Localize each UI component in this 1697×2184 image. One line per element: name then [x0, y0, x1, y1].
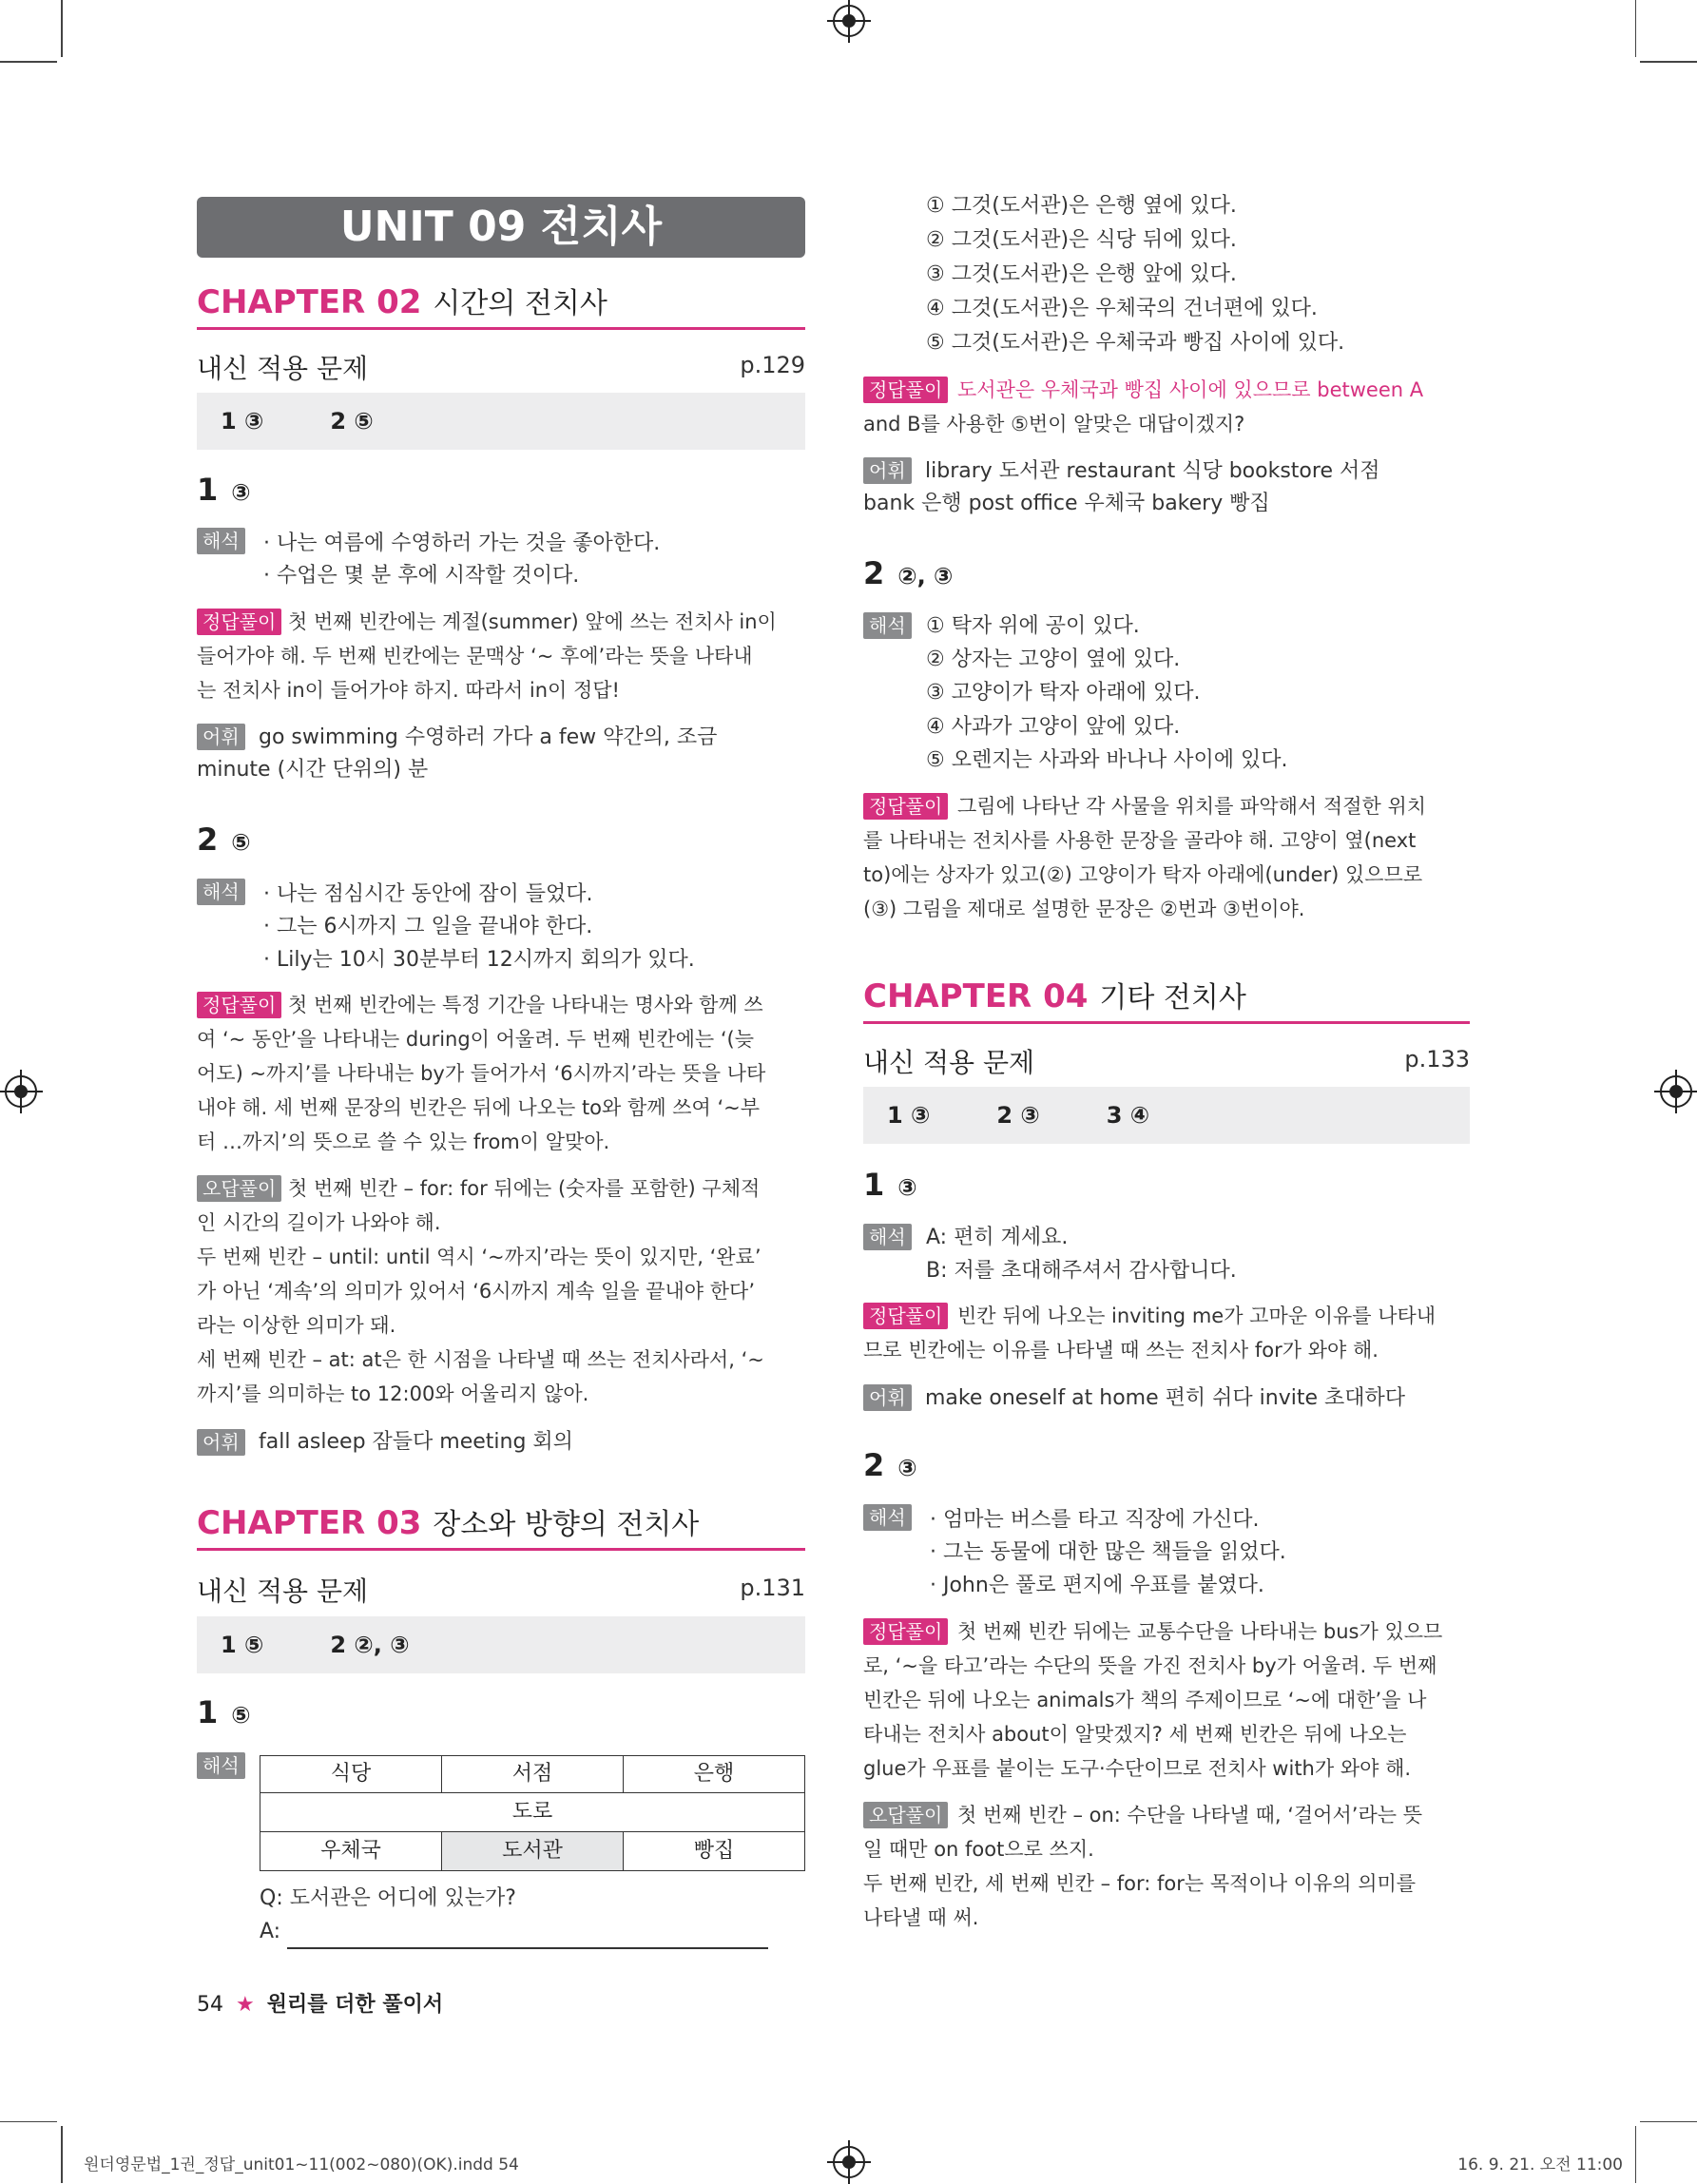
tag-label: 정답풀이	[863, 1303, 948, 1329]
tag-label: 어휘	[863, 1384, 912, 1411]
question-num-text: 1	[197, 1694, 219, 1730]
tag-label: 정답풀이	[863, 1618, 948, 1645]
star-icon: ★	[236, 1993, 255, 2017]
explanation-line: to)에는 상자가 있고(②) 고양이가 탁자 아래에(under) 있으므로	[863, 863, 1423, 886]
slug-date: 16. 9. 21. 오전 11:00	[1457, 2155, 1623, 2174]
question-answer: ②, ③	[897, 563, 954, 589]
haeseok-tag	[863, 1504, 912, 1531]
question-num-text: 2	[197, 821, 219, 858]
tag-label: 오답풀이	[197, 1175, 281, 1202]
explanation-line: 타내는 전치사 about이 알맞겠지? 세 번째 빈칸은 뒤에 나오는	[863, 1723, 1407, 1746]
crop-mark	[0, 61, 57, 63]
odap-tag	[863, 1802, 948, 1828]
question-num-text: 2	[863, 1447, 885, 1483]
explanation-line: 므로 빈칸에는 이유를 나타낼 때 쓰는 전치사 for가 와야 해.	[863, 1339, 1379, 1362]
translation-line: ① 탁자 위에 공이 있다.	[926, 614, 1140, 638]
section-title: 내신 적용 문제	[197, 1575, 369, 1607]
wrong-answer-line: 라는 이상한 의미가 돼.	[197, 1314, 396, 1337]
tag-label: 어휘	[197, 724, 245, 750]
translation-line: ④ 사과가 고양이 앞에 있다.	[926, 715, 1181, 739]
wrong-answer-line: 세 번째 빈칸 – at: at은 한 시점을 나타낼 때 쓰는 전치사라서, ‘~	[197, 1348, 764, 1371]
tag-label: 정답풀이	[197, 992, 281, 1018]
question-answer: ⑤	[231, 1702, 251, 1729]
wrong-answer-line: 두 번째 빈칸 – until: until 역시 ‘~까지’라는 뜻이 있지만, ‘완료’	[197, 1246, 762, 1268]
question-answer: ⑤	[231, 829, 251, 856]
map-table	[260, 1755, 805, 1871]
translation-line: · 그는 동물에 대한 많은 책들을 읽었다.	[930, 1540, 1286, 1564]
odap-tag	[197, 1175, 281, 1202]
explanation-line: 첫 번째 빈칸 뒤에는 교통수단을 나타내는 bus가 있으므	[957, 1620, 1443, 1643]
tag-label: 해석	[863, 1224, 912, 1250]
jeongdap-tag	[863, 1618, 948, 1645]
wrong-answer-line: 두 번째 빈칸, 세 번째 빈칸 – for: for는 목적이나 이유의 의미를	[863, 1872, 1417, 1895]
wrong-answer-line: 나타낼 때 써.	[863, 1906, 979, 1929]
answer-label: A:	[260, 1920, 281, 1943]
chapter-title: 시간의 전치사	[433, 287, 607, 320]
explanation-line: 로, ‘~을 타고’라는 수단의 뜻을 가진 전치사 by가 어울려. 두 번째	[863, 1654, 1437, 1677]
translation-line: ⑤ 오렌지는 사과와 바나나 사이에 있다.	[926, 748, 1288, 772]
explanation-line: 들어가야 해. 두 번째 빈칸에는 문맥상 ‘~ 후에’라는 뜻을 나타내	[197, 645, 753, 667]
map-cell: 서점	[442, 1756, 624, 1793]
map-cell: 우체국	[260, 1832, 442, 1870]
chapter-title: 장소와 방향의 전치사	[433, 1508, 700, 1541]
question-number	[863, 1447, 917, 1483]
haeseok-tag	[197, 879, 245, 905]
page-reference: p.131	[740, 1575, 805, 1601]
explanation-line: 어도) ~까지’를 나타내는 by가 들어가서 ‘6시까지’라는 뜻을 나타	[197, 1062, 766, 1085]
jeongdap-tag	[197, 609, 281, 635]
crop-mark	[1640, 61, 1697, 63]
vocab-line: go swimming 수영하러 가다 a few 약간의, 조금	[259, 725, 718, 749]
option-line: ⑤ 그것(도서관)은 우체국과 빵집 사이에 있다.	[926, 331, 1345, 355]
translation-line: · Lily는 10시 30분부터 12시까지 회의가 있다.	[263, 948, 695, 972]
haeseok-tag	[197, 528, 245, 554]
answer-summary	[197, 1616, 805, 1673]
section-heading	[197, 1571, 805, 1609]
explanation-line: 여 ‘~ 동안’을 나타내는 during이 어울려. 두 번째 빈칸에는 ‘(늦	[197, 1028, 755, 1051]
chapter-number: CHAPTER 02	[197, 283, 422, 321]
haeseok-tag	[863, 1224, 912, 1250]
translation-line: · 나는 점심시간 동안에 잠이 들었다.	[263, 882, 593, 906]
option-line: ③ 그것(도서관)은 은행 앞에 있다.	[926, 262, 1237, 286]
registration-mark-icon	[833, 2146, 865, 2178]
wrong-answer-line: 까지’를 의미하는 to 12:00와 어울리지 않아.	[197, 1382, 589, 1405]
question-number	[197, 821, 251, 858]
crop-mark	[1635, 2126, 1637, 2183]
tag-label: 해석	[863, 1504, 912, 1531]
wrong-answer-line: 인 시간의 길이가 나와야 해.	[197, 1211, 441, 1234]
question-number	[863, 555, 953, 591]
slug-filename: 원더영문법_1권_정답_unit01~11(002~080)(OK).indd 54	[84, 2155, 519, 2174]
section-title: 내신 적용 문제	[197, 353, 369, 384]
explanation-line: 빈칸은 뒤에 나오는 animals가 책의 주제이므로 ‘~에 대한’을 나	[863, 1689, 1427, 1711]
option-line: ① 그것(도서관)은 은행 옆에 있다.	[926, 194, 1237, 218]
question-number	[197, 472, 251, 508]
answer-item: 2 ③	[996, 1102, 1040, 1129]
wrong-answer-line: 첫 번째 빈칸 – for: for 뒤에는 (숫자를 포함한) 구체적	[288, 1177, 761, 1200]
book-title: 원리를 더한 풀이서	[266, 1993, 444, 2017]
explanation-line: 첫 번째 빈칸에는 특정 기간을 나타내는 명사와 함께 쓰	[288, 994, 763, 1016]
explanation-line: 첫 번째 빈칸에는 계절(summer) 앞에 쓰는 전치사 in이	[288, 610, 777, 633]
translation-line: A: 편히 계세요.	[926, 1226, 1069, 1249]
translation-line: B: 저를 초대해주셔서 감사합니다.	[926, 1259, 1237, 1283]
question-number	[863, 1167, 917, 1203]
jeongdap-tag	[197, 992, 281, 1018]
page-footer	[197, 1988, 443, 2018]
tag-label: 정답풀이	[863, 793, 948, 820]
tag-label: 어휘	[863, 457, 912, 484]
eohwi-tag	[197, 724, 245, 750]
vocab-line: minute (시간 단위의) 분	[197, 758, 429, 782]
translation-line: ② 상자는 고양이 옆에 있다.	[926, 647, 1181, 671]
explanation-line: 는 전치사 in이 들어가야 하지. 따라서 in이 정답!	[197, 679, 620, 702]
section-title: 내신 적용 문제	[863, 1047, 1035, 1078]
eohwi-tag	[197, 1429, 245, 1456]
crop-mark	[1635, 0, 1637, 57]
vocab-line: make oneself at home 편히 쉬다 invite 초대하다	[925, 1386, 1405, 1410]
crop-mark	[0, 2121, 57, 2123]
answer-item: 2 ②, ③	[330, 1632, 410, 1658]
unit-title: UNIT 09 전치사	[197, 197, 805, 258]
eohwi-tag	[863, 1384, 912, 1411]
jeongdap-tag	[863, 377, 948, 403]
option-line: ④ 그것(도서관)은 우체국의 건너편에 있다.	[926, 297, 1318, 320]
registration-mark-icon	[5, 1075, 37, 1108]
map-cell-highlighted: 도서관	[442, 1832, 624, 1870]
explanation-line: 도서관은 우체국과 빵집 사이에 있으므로 between A	[957, 378, 1424, 401]
answer-item: 3 ④	[1106, 1102, 1150, 1129]
jeongdap-tag	[863, 793, 948, 820]
question-answer: ③	[231, 479, 251, 506]
chapter-title: 기타 전치사	[1099, 981, 1246, 1015]
registration-mark-icon	[1660, 1075, 1692, 1108]
answer-summary	[197, 393, 805, 450]
explanation-line: 를 나타내는 전치사를 사용한 문장을 골라야 해. 고양이 옆(next	[863, 829, 1417, 852]
vocab-line: fall asleep 잠들다 meeting 회의	[259, 1430, 573, 1454]
wrong-answer-line: 일 때만 on foot으로 쓰지.	[863, 1838, 1094, 1861]
translation-line: ③ 고양이가 탁자 아래에 있다.	[926, 681, 1201, 705]
map-cell: 식당	[260, 1756, 442, 1793]
chapter-number: CHAPTER 03	[197, 1504, 422, 1542]
translation-line: · 수업은 몇 분 후에 시작할 것이다.	[263, 564, 580, 588]
vocab-line: library 도서관 restaurant 식당 bookstore 서점	[925, 459, 1380, 483]
tag-label: 해석	[863, 612, 912, 639]
tag-label: 정답풀이	[197, 609, 281, 635]
question-num-text: 1	[863, 1167, 885, 1203]
translation-line: · 그는 6시까지 그 일을 끝내야 한다.	[263, 915, 593, 938]
tag-label: 어휘	[197, 1429, 245, 1456]
tag-label: 해석	[197, 879, 245, 905]
section-heading	[197, 348, 805, 386]
question-answer: ③	[897, 1174, 917, 1201]
chapter-04-heading	[863, 974, 1470, 1024]
tag-label: 해석	[197, 528, 245, 554]
page-reference: p.129	[740, 352, 805, 378]
map-road-cell: 도로	[260, 1793, 804, 1832]
explanation-line: 터 …까지’의 뜻으로 쓸 수 있는 from이 알맞아.	[197, 1131, 610, 1153]
crop-mark	[61, 2126, 63, 2183]
tag-label: 해석	[197, 1752, 245, 1779]
explanation-line: (③) 그림을 제대로 설명한 문장은 ②번과 ③번이야.	[863, 898, 1305, 920]
page-reference: p.133	[1404, 1046, 1470, 1073]
map-cell: 빵집	[693, 1839, 735, 1863]
answer-item: 1 ③	[221, 408, 264, 435]
wrong-answer-line: 첫 번째 빈칸 – on: 수단을 나타낼 때, ‘걸어서’라는 뜻	[957, 1804, 1422, 1826]
chapter-number: CHAPTER 04	[863, 977, 1089, 1015]
answer-item: 2 ⑤	[330, 408, 374, 435]
haeseok-tag	[197, 1752, 245, 1779]
translation-line: · 나는 여름에 수영하러 가는 것을 좋아한다.	[263, 532, 661, 555]
page-number: 54	[197, 1993, 223, 2017]
question-num-text: 2	[863, 555, 885, 591]
jeongdap-tag	[863, 1303, 948, 1329]
section-heading	[863, 1042, 1470, 1080]
crop-mark	[61, 0, 63, 57]
question-text: Q: 도서관은 어디에 있는가?	[260, 1886, 516, 1910]
crop-mark	[1640, 2121, 1697, 2123]
tag-label: 오답풀이	[863, 1802, 948, 1828]
eohwi-tag	[863, 457, 912, 484]
question-number	[197, 1694, 251, 1730]
question-num-text: 1	[197, 472, 219, 508]
explanation-line: glue가 우표를 붙이는 도구·수단이므로 전치사 with가 와야 해.	[863, 1757, 1412, 1780]
map-cell: 은행	[624, 1756, 804, 1793]
translation-line: · 엄마는 버스를 타고 직장에 가신다.	[930, 1508, 1260, 1532]
chapter-02-heading	[197, 280, 805, 330]
chapter-03-heading	[197, 1500, 805, 1551]
haeseok-tag	[863, 612, 912, 639]
explanation-line: 그림에 나타난 각 사물을 위치를 파악해서 적절한 위치	[957, 795, 1427, 818]
option-line: ② 그것(도서관)은 식당 뒤에 있다.	[926, 228, 1237, 252]
vocab-line: bank 은행 post office 우체국 bakery 빵집	[863, 492, 1270, 515]
registration-mark-icon	[833, 5, 865, 37]
answer-summary	[863, 1087, 1470, 1144]
tag-label: 정답풀이	[863, 377, 948, 403]
translation-line: · John은 풀로 편지에 우표를 붙였다.	[930, 1574, 1264, 1597]
answer-blank-line	[287, 1947, 768, 1949]
answer-item: 1 ⑤	[221, 1632, 264, 1658]
wrong-answer-line: 가 아닌 ‘계속’의 의미가 있어서 ‘6시까지 계속 일을 끝내야 한다’	[197, 1280, 756, 1303]
explanation-line: 빈칸 뒤에 나오는 inviting me가 고마운 이유를 나타내	[957, 1305, 1437, 1327]
question-answer: ③	[897, 1455, 917, 1481]
explanation-line: 내야 해. 세 번째 문장의 빈칸은 뒤에 나오는 to와 함께 쓰여 ‘~부	[197, 1096, 761, 1119]
answer-item: 1 ③	[887, 1102, 931, 1129]
explanation-line: and B를 사용한 ⑤번이 알맞은 대답이겠지?	[863, 413, 1245, 435]
